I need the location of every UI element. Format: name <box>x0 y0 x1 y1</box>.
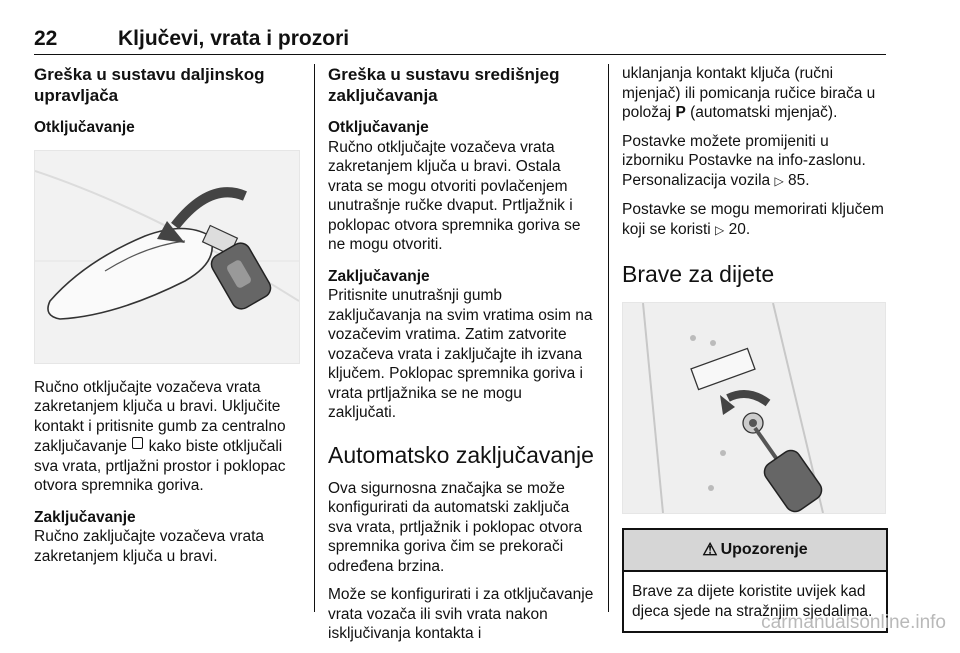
subheading: Zaključavanje <box>34 508 136 526</box>
section-title: Brave za dijete <box>622 261 775 287</box>
paragraph: Ručno otključajte vozačeva vrata zakretanjem ključa u bravi. Uključite kontakt i pritisnite gumb za centralno zaključavanje kako biste otključali sva vrata, prtljažni prostor i poklopac otvora spremnika goriva. <box>34 378 286 494</box>
paragraph: Može se konfigurirati i za otključavanje vrata vozača ili svih vrata nakon isključivanja kontakta i <box>328 586 594 642</box>
paragraph: Pritisnite unutrašnji gumb zaključavanja na svim vratima osim na vozačevim vratima. Zatim zatvorite vozačeva vrata i zaključajte ih izvana ključem. Poklopac spremnika goriva i vrata prtljažnika se ne mogu zaključati. <box>328 287 593 421</box>
column-middle <box>328 64 594 653</box>
unlock-icon <box>132 437 143 449</box>
warning-title: Upozorenje <box>720 541 808 559</box>
chapter-title: Ključevi, vrata i prozori <box>118 27 350 50</box>
paragraph: Postavke se mogu memorirati ključem koji se koristi ▷ 20. <box>622 201 884 238</box>
column-divider <box>608 64 609 612</box>
door-handle-illustration <box>34 150 300 364</box>
door-handle-drawing <box>35 151 299 363</box>
subheading: Otključavanje <box>34 119 135 136</box>
paragraph: Ručno zaključajte vozačeva vrata zakretanjem ključa u bravi. <box>34 528 265 565</box>
paragraph: Ručno otključajte vozačeva vrata zakretanjem ključa u bravi. Ostala vrata se mogu otvoriti povlačenjem unutrašnje ručke dvaput. Prtljažnik i poklopac otvora spremnika goriva se ne mogu otvoriti. <box>328 138 581 253</box>
page-reference-icon: ▷ <box>715 222 725 237</box>
page-header <box>34 24 886 55</box>
paragraph: Postavke možete promijeniti u izborniku Postavke na info-zaslonu. Personalizacija vozila ▷ 85. <box>622 132 866 189</box>
section-heading: Greška u sustavu središnjeg zaključavanja <box>328 65 560 105</box>
section-heading: Greška u sustavu daljinskog upravljača <box>34 65 265 105</box>
column-divider <box>314 64 315 612</box>
child-lock-illustration <box>622 302 886 514</box>
subheading: Zaključavanje <box>328 267 430 285</box>
page-reference: 20. <box>728 220 751 238</box>
warning-icon: ⚠ <box>702 540 718 560</box>
column-left <box>34 64 302 575</box>
warning-header <box>624 530 886 572</box>
page-reference: 85. <box>788 171 810 189</box>
section-title: Automatsko zaključavanje <box>328 441 594 468</box>
warning-text: Brave za dijete koristite uvijek kad djeca sjede na stražnjim sjedalima. <box>632 583 873 620</box>
child-lock-drawing <box>623 303 885 513</box>
page-number: 22 <box>34 27 58 50</box>
column-right <box>622 64 888 633</box>
paragraph: uklanjanja kontakt ključa (ručni mjenjač) ili pomicanja ručice birača u položaj P (automatski mjenjač). <box>622 65 876 121</box>
subheading: Otključavanje <box>328 119 429 136</box>
watermark: carmanualsonline.info <box>761 612 946 633</box>
page-reference-icon: ▷ <box>774 173 784 188</box>
paragraph: Ova sigurnosna značajka se može konfigurirati da automatski zaključa sva vrata, prtljažnik i poklopac otvora spremnika goriva čim se prekorači određena brzina. <box>328 479 583 575</box>
